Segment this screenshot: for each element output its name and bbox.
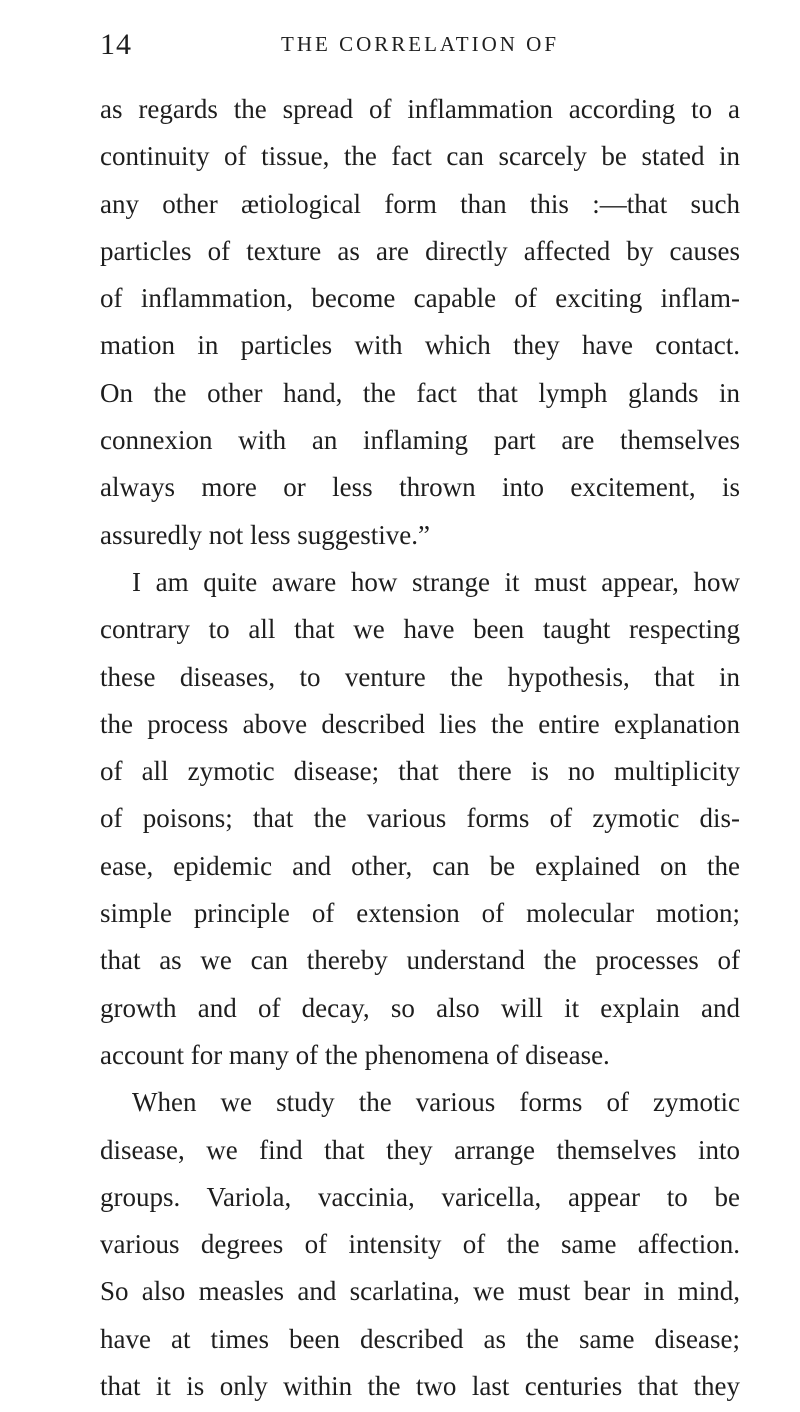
running-header	[100, 28, 740, 68]
text-line: So also measles and scarlatina, we must bear in mind,	[100, 1276, 740, 1307]
text-line: that it is only within the two last centuries that they	[100, 1371, 740, 1402]
text-line: as regards the spread of inflammation according to a	[100, 94, 740, 124]
text-line: continuity of tissue, the fact can scarcely be stated in	[100, 141, 740, 172]
text-line: various degrees of intensity of the same affection.	[100, 1229, 740, 1260]
text-line: groups. Variola, vaccinia, varicella, appear to be	[100, 1181, 740, 1212]
text-line: always more or less thrown into excitement, is	[100, 472, 740, 503]
text-line: connexion with an inflaming part are themselves	[100, 425, 740, 456]
body-text	[100, 86, 740, 1410]
text-line: the process above described lies the entire explanation	[100, 708, 740, 739]
text-line: contrary to all that we have been taught respecting	[100, 614, 740, 645]
text-line: of all zymotic disease; that there is no multiplicity	[100, 756, 740, 787]
text-line: of poisons; that the various forms of zymotic dis-	[100, 803, 740, 834]
paragraph-start-line: I am quite aware how strange it must appear, how	[132, 566, 740, 597]
text-line: account for many of the phenomena of disease.	[100, 1039, 610, 1070]
text-line: growth and of decay, so also will it explain and	[100, 992, 740, 1023]
text-line: mation in particles with which they have contact.	[100, 330, 740, 361]
text-line: particles of texture as are directly affected by causes	[100, 235, 740, 266]
text-line: disease, we find that they arrange themselves into	[100, 1134, 740, 1165]
text-line: ease, epidemic and other, can be explained on the	[100, 850, 740, 881]
text-line: any other ætiological form than this :—that such	[100, 188, 740, 219]
text-line: have at times been described as the same disease;	[100, 1323, 740, 1354]
page-number: 14	[100, 28, 132, 61]
text-line: On the other hand, the fact that lymph glands in	[100, 377, 740, 408]
text-line: simple principle of extension of molecular motion;	[100, 898, 740, 929]
text-line: that as we can thereby understand the processes of	[100, 945, 740, 976]
text-line: these diseases, to venture the hypothesis, that in	[100, 661, 740, 692]
paragraph-start-line: When we study the various forms of zymotic	[132, 1087, 740, 1118]
running-title: THE CORRELATION OF	[281, 32, 559, 56]
text-line: of inflammation, become capable of exciting inflam-	[100, 283, 740, 314]
text-line: assuredly not less suggestive.”	[100, 519, 430, 550]
